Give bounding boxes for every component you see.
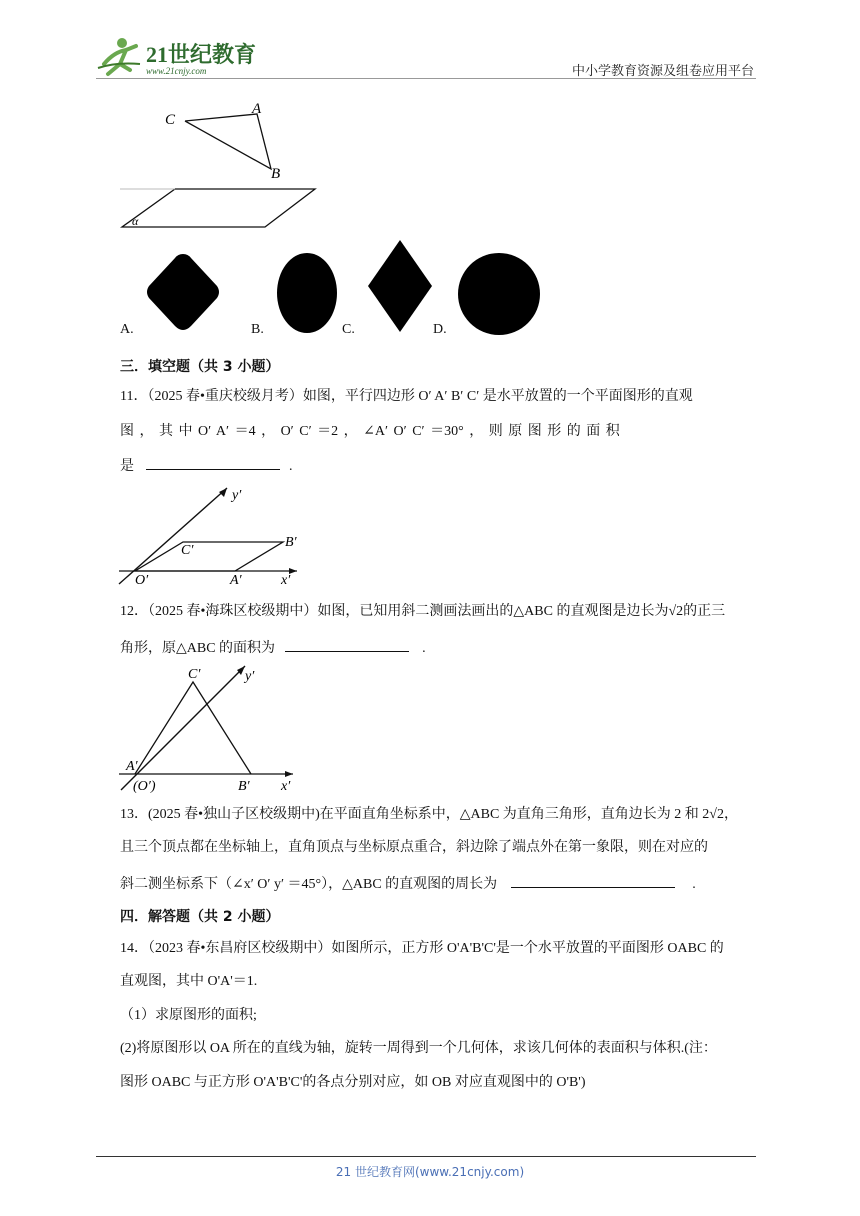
q14-part1: （1）求原图形的面积; bbox=[120, 1008, 257, 1023]
option-a-label: A. bbox=[120, 322, 134, 337]
q13-line3: 斜二测坐标系下（∠x′ O′ y′ ＝45°），△ABC 的直观图的周长为 . bbox=[120, 873, 696, 894]
q11-label-x: x′ bbox=[281, 573, 291, 588]
svg-text:www.21cnjy.com: www.21cnjy.com bbox=[146, 66, 207, 76]
runner-logo-icon bbox=[98, 38, 140, 74]
footer-link[interactable]: 21 世纪教育网(www.21cnjy.com) bbox=[335, 1165, 525, 1179]
q11-label-c: C′ bbox=[181, 543, 194, 558]
site-logo bbox=[96, 34, 266, 78]
label-a: A bbox=[252, 101, 262, 117]
q12-line1: 12．（2025 春•海珠区校级期中）如图，已知用斜二测画法画出的△ABC 的直观图是边长为√2的正三 bbox=[120, 604, 726, 619]
q12-label-o: (O′) bbox=[133, 779, 156, 794]
q11-line2: 图 ， 其 中 O′ A′ ＝4 ， O′ C′ ＝2 ， ∠A′ O′ C′ ＝30° ， 则 原 图 形 的 面 积 bbox=[120, 424, 620, 439]
q11-label-a: A′ bbox=[230, 573, 242, 588]
q11-label-b: B′ bbox=[285, 535, 297, 550]
q12-triangle-figure bbox=[115, 660, 305, 794]
triangle-plane-figure bbox=[115, 96, 325, 236]
svg-text:21世纪教育: 21世纪教育 bbox=[146, 42, 257, 67]
q12-answer-blank[interactable] bbox=[285, 637, 409, 652]
option-d-label: D. bbox=[433, 322, 447, 337]
q12-sqrt2: √2 bbox=[668, 604, 684, 619]
option-d-circle bbox=[457, 252, 543, 336]
section-3-title: 三．填空题（共 3 小题） bbox=[120, 359, 280, 375]
q14-line1: 14．（2023 春•东昌府区校级期中）如图所示，正方形 O'A'B'C'是一个水平放置的平面图形 OABC 的 bbox=[120, 941, 724, 956]
q11-parallelogram-figure bbox=[115, 480, 305, 588]
label-c: C bbox=[165, 112, 176, 128]
q14-line2: 直观图，其中 O'A'＝1. bbox=[120, 974, 258, 989]
option-c-label: C. bbox=[342, 322, 355, 337]
q12-line2: 角形，原△ABC 的面积为 . bbox=[120, 637, 426, 658]
label-b: B bbox=[271, 166, 281, 182]
q11-label-o: O′ bbox=[135, 573, 149, 588]
q11-answer-blank[interactable] bbox=[146, 455, 280, 470]
footer-divider bbox=[96, 1156, 756, 1157]
q14-part2-line1: (2)将原图形以 OA 所在的直线为轴，旋转一周得到一个几何体，求该几何体的表面积与体积.(注： bbox=[120, 1041, 717, 1056]
q12-label-b: B′ bbox=[238, 779, 250, 794]
q13-answer-blank[interactable] bbox=[511, 873, 675, 888]
header-divider bbox=[96, 78, 756, 79]
q12-label-a: A′ bbox=[126, 759, 138, 774]
q13-line2: 且三个顶点都在坐标轴上，直角顶点与坐标原点重合，斜边除了端点外在第一象限，则在对应的 bbox=[120, 840, 708, 855]
q11-line3: 是 . bbox=[120, 455, 293, 476]
q12-label-c: C′ bbox=[188, 667, 201, 682]
option-c-diamond bbox=[366, 238, 434, 334]
header-platform-text: 中小学教育资源及组卷应用平台 bbox=[571, 64, 754, 79]
q14-part2-line2: 图形 OABC 与正方形 O'A'B'C'的各点分别对应，如 OB 对应直观图中的 O'B') bbox=[120, 1075, 586, 1090]
q11-line1: 11．（2025 春•重庆校级月考）如图，平行四边形 O′ A′ B′ C′ 是水平放置的一个平面图形的直观 bbox=[120, 389, 693, 404]
label-alpha: α bbox=[132, 214, 139, 228]
section-4-title: 四．解答题（共 2 小题） bbox=[120, 909, 280, 925]
q12-label-x: x′ bbox=[281, 779, 291, 794]
option-b-ellipse bbox=[276, 252, 338, 334]
q12-label-y: y′ bbox=[245, 669, 255, 684]
q13-line1: 13．(2025 春•独山子区校级期中)在平面直角坐标系中，△ABC 为直角三角形，直角边长为 2 和 2√2， bbox=[120, 807, 738, 822]
option-a-rounded-diamond bbox=[143, 250, 223, 334]
option-b-label: B. bbox=[251, 322, 264, 337]
q11-label-y: y′ bbox=[232, 488, 242, 503]
